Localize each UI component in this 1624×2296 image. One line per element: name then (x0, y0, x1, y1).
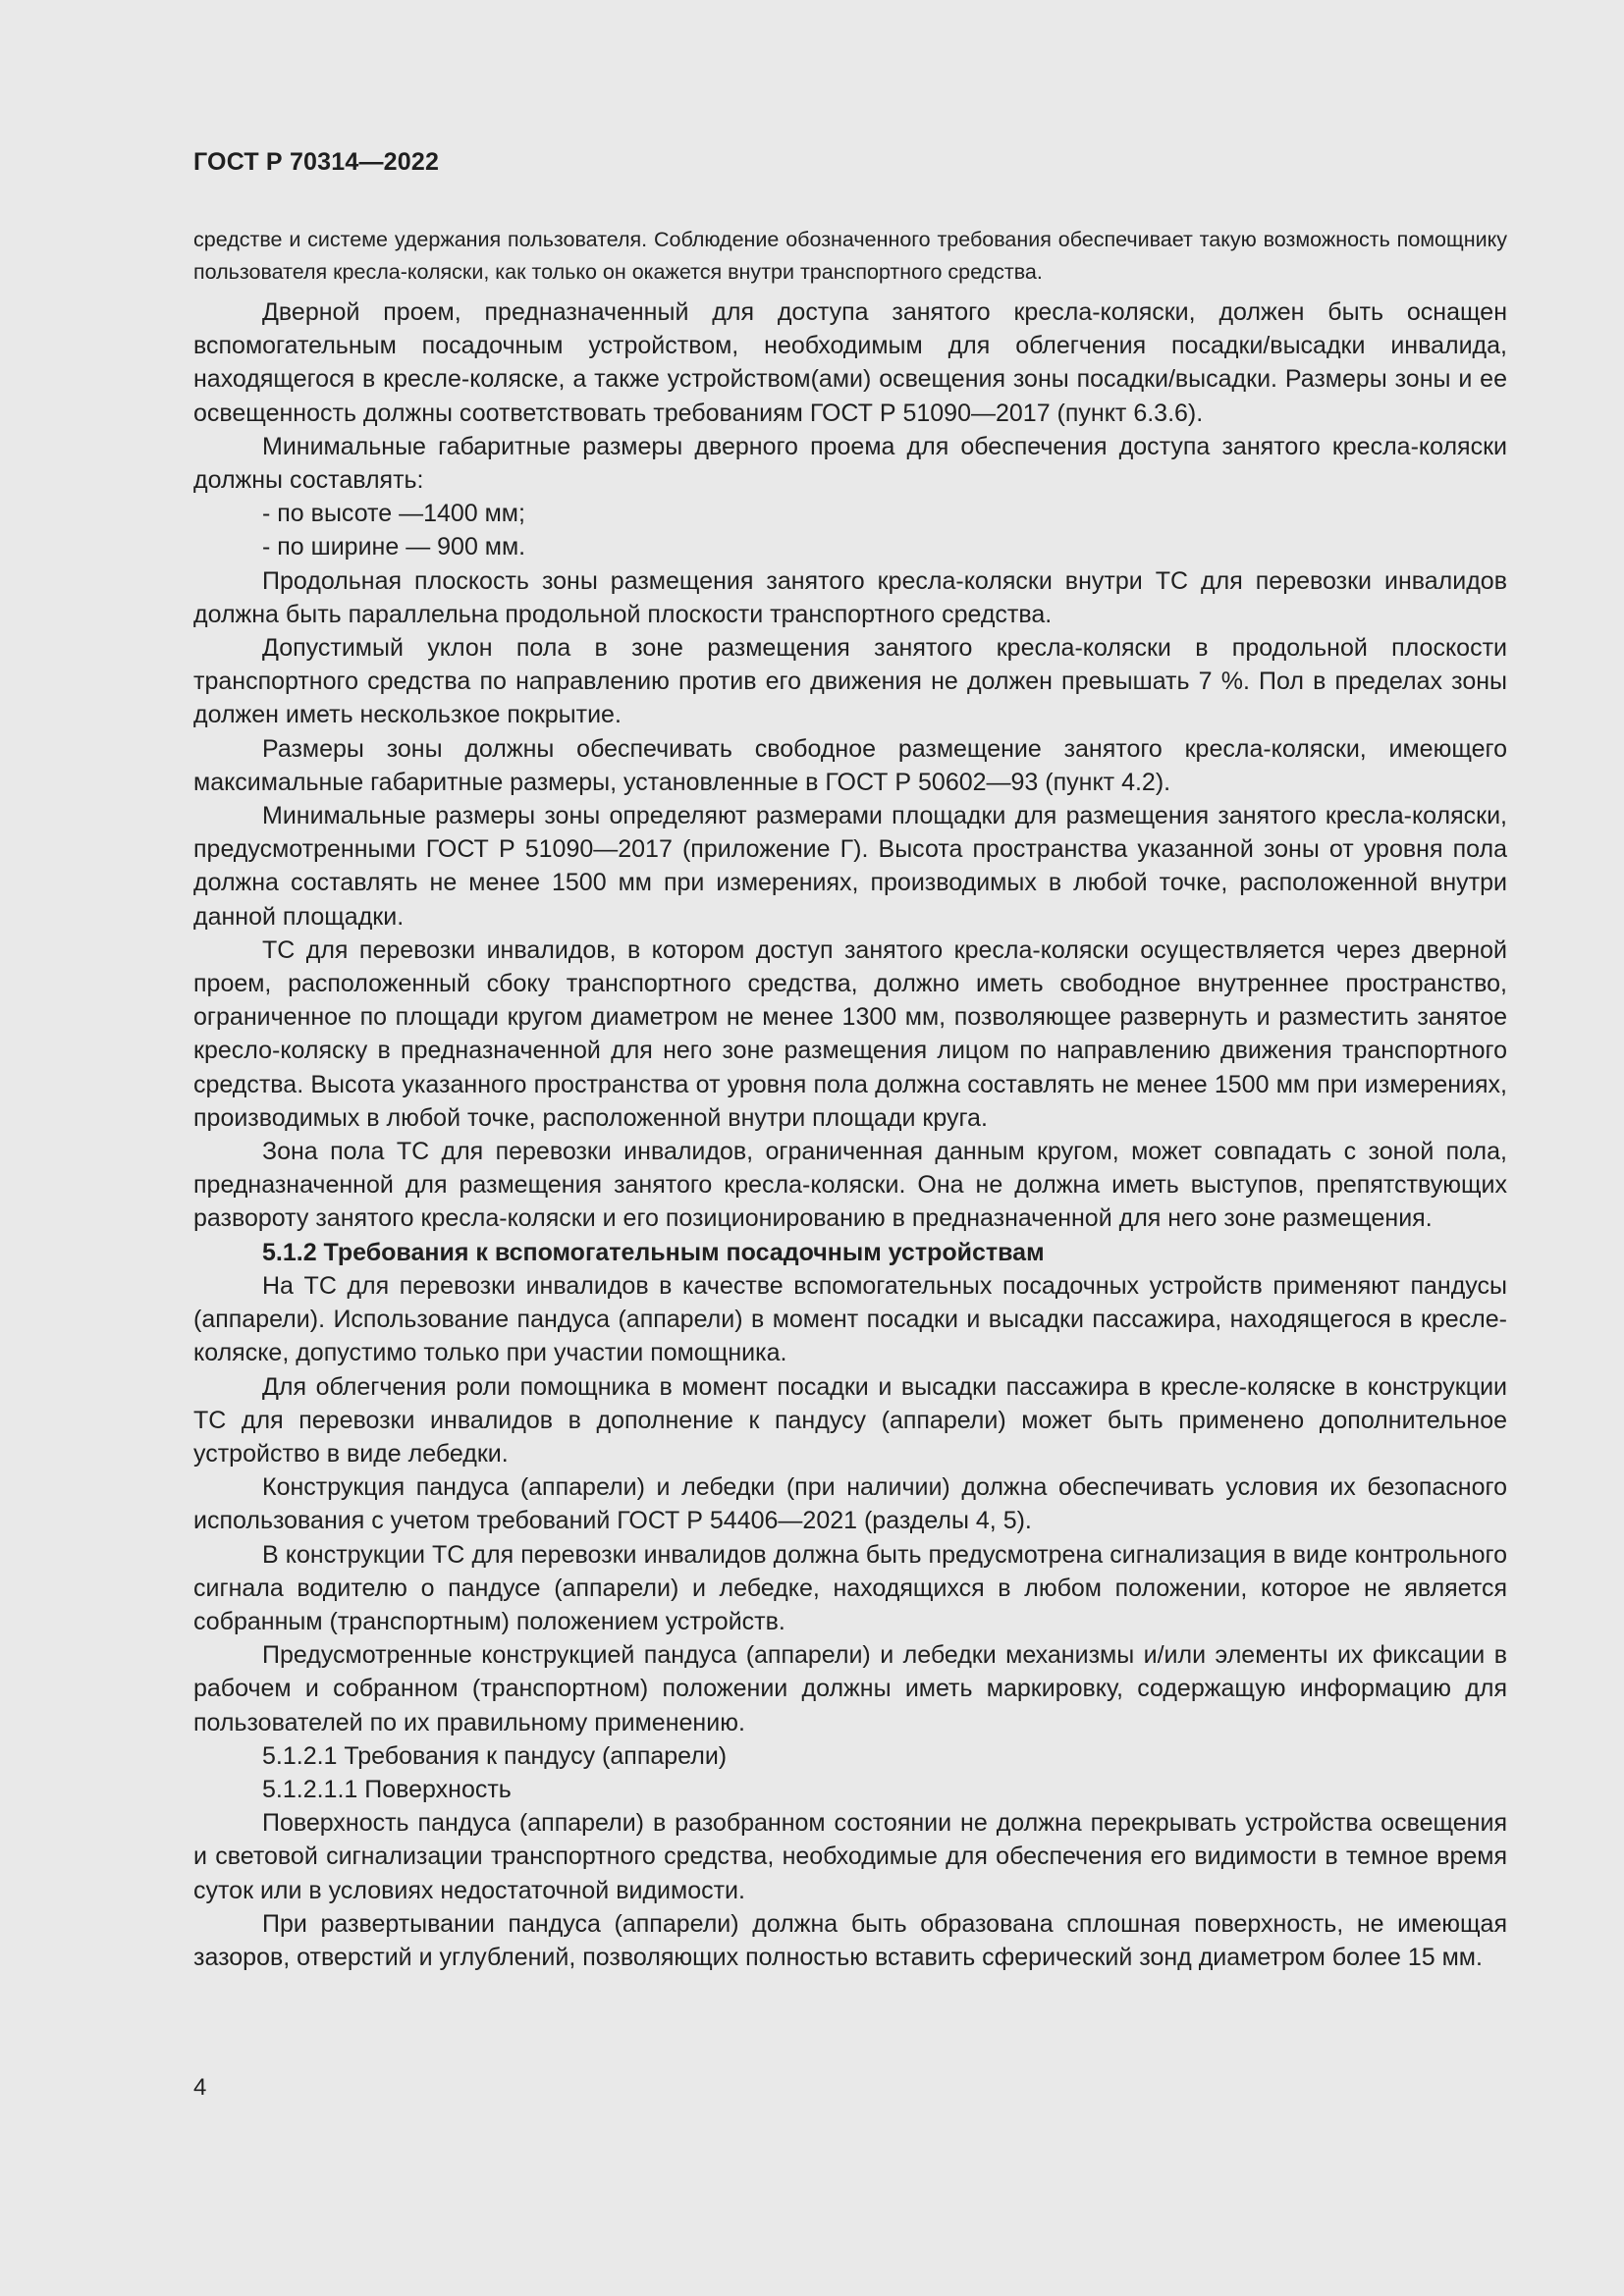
paragraph: Допустимый уклон пола в зоне размещения занятого кресла-коляски в продольной плоскости транспортного средства по направлению против его движения не должен превышать 7 %. Пол в пределах зоны должен иметь нескользкое покрытие. (193, 634, 1507, 729)
document-body (193, 224, 1507, 1974)
paragraph: Поверхность пандуса (аппарели) в разобранном состоянии не должна перекрывать устройства освещения и световой сигнализации транспортного средства, необходимые для обеспечения его видимости в темное время суток или в условиях недостаточной видимости. (193, 1809, 1507, 1904)
paragraph: В конструкции ТС для перевозки инвалидов должна быть предусмотрена сигнализация в виде контрольного сигнала водителю о пандусе (аппарели) и лебедке, находящихся в любом положении, которое не является собранным (транспортным) положением устройств. (193, 1540, 1507, 1635)
paragraph: Предусмотренные конструкцией пандуса (аппарели) и лебедки механизмы и/или элементы их фиксации в рабочем и собранном (транспортном) положении должны иметь маркировку, содержащую информацию для пользователей по их правильному применению. (193, 1641, 1507, 1736)
paragraph: На ТС для перевозки инвалидов в качестве вспомогательных посадочных устройств применяют пандусы (аппарели). Использование пандуса (аппарели) в момент посадки и высадки пассажира, находящегося в кресле-коляске, допустимо только при участии помощника. (193, 1271, 1507, 1367)
paragraph: ТС для перевозки инвалидов, в котором доступ занятого кресла-коляски осуществляется через дверной проем, расположенный сбоку транспортного средства, должно иметь свободное внутреннее пространство, ограниченное по площади кругом диаметром не менее 1300 мм, позволяющее развернуть и разместить занятое кресло-коляску в предназначенной для него зоне размещения лицом по направлению движения транспортного средства. Высота указанного пространства от уровня пола должна составлять не менее 1500 мм при измерениях, производимых в любой точке, расположенной внутри площади круга. (193, 935, 1507, 1132)
paragraph: Продольная плоскость зоны размещения занятого кресла-коляски внутри ТС для перевозки инвалидов должна быть параллельна продольной плоскости транспортного средства. (193, 566, 1507, 628)
paragraph: Конструкция пандуса (аппарели) и лебедки (при наличии) должна обеспечивать условия их безопасного использования с учетом требований ГОСТ Р 54406—2021 (разделы 4, 5). (193, 1473, 1507, 1535)
section-heading: 5.1.2 Требования к вспомогательным посадочным устройствам (262, 1238, 1045, 1266)
list-item: - по ширине — 900 мм. (262, 533, 526, 561)
standard-header: ГОСТ Р 70314—2022 (193, 148, 440, 176)
list-item: - по высоте —1400 мм; (262, 500, 525, 528)
paragraph: Для облегчения роли помощника в момент посадки и высадки пассажира в кресле-коляске в конструкции ТС для перевозки инвалидов в дополнение к пандусу (аппарели) может быть применено дополнительное устройство в виде лебедки. (193, 1372, 1507, 1468)
subsection-heading: 5.1.2.1 Требования к пандусу (аппарели) (262, 1741, 728, 1770)
paragraph: Дверной проем, предназначенный для доступа занятого кресла-коляски, должен быть оснащен вспомогательным посадочным устройством, необходимым для облегчения посадки/высадки инвалида, находящегося в кресле-коляске, а также устройством(ами) освещения зоны посадки/высадки. Размеры зоны и ее освещенность должны соответствовать требованиям ГОСТ Р 51090—2017 (пункт 6.3.6). (193, 298, 1507, 427)
paragraph: При развертывании пандуса (аппарели) должна быть образована сплошная поверхность, не имеющая зазоров, отверстий и углублений, позволяющих полностью вставить сферический зонд диаметром более 15 мм. (193, 1909, 1507, 1971)
paragraph: Размеры зоны должны обеспечивать свободное размещение занятого кресла-коляски, имеющего максимальные габаритные размеры, установленные в ГОСТ Р 50602—93 (пункт 4.2). (193, 734, 1507, 796)
subsection-heading: 5.1.2.1.1 Поверхность (262, 1775, 512, 1803)
page-number: 4 (193, 2074, 207, 2101)
note-continuation: средстве и системе удержания пользователя. Соблюдение обозначенного требования обеспечивает такую возможность помощнику пользователя кресла-коляски, как только он окажется внутри транспортного средства. (193, 228, 1507, 284)
paragraph: Минимальные габаритные размеры дверного проема для обеспечения доступа занятого кресла-коляски должны составлять: (193, 432, 1507, 495)
paragraph: Минимальные размеры зоны определяют размерами площадки для размещения занятого кресла-коляски, предусмотренными ГОСТ Р 51090—2017 (приложение Г). Высота пространства указанной зоны от уровня пола должна составлять не менее 1500 мм при измерениях, производимых в любой точке, расположенной внутри данной площадки. (193, 802, 1507, 931)
paragraph: Зона пола ТС для перевозки инвалидов, ограниченная данным кругом, может совпадать с зоной пола, предназначенной для размещения занятого кресла-коляски. Она не должна иметь выступов, препятствующих развороту занятого кресла-коляски и его позиционированию в предназначенной для него зоне размещения. (193, 1138, 1507, 1233)
